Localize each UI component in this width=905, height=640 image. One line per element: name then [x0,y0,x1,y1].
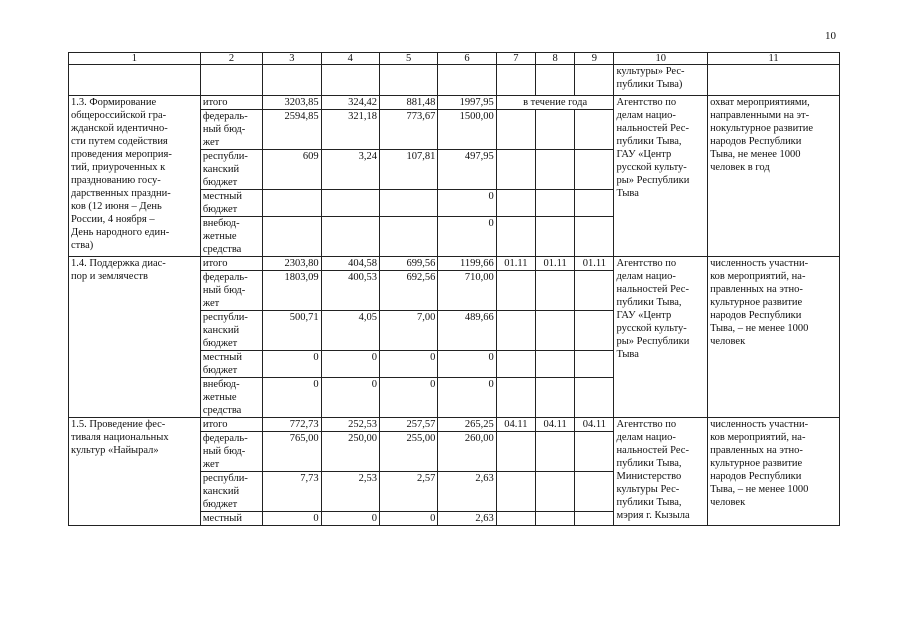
activity-name-cell: 1.3. Формирование общероссийской гра- жданской идентично- сти путем содействия проведения мероприя- тий, приуроченных к празднованию госу- дарственных праздни- ков (12 июня – День России, 4 ноября – День народного един- ства) [69,96,201,257]
date-cell [575,351,614,378]
column-number: 11 [708,53,840,65]
continuation-cell [263,65,321,96]
amount-cell: 3203,85 [263,96,321,110]
date-cell [496,512,535,526]
amount-cell: 1199,66 [438,257,496,271]
amount-cell: 0 [321,378,379,418]
date-cell: 01.11 [496,257,535,271]
amount-cell: 0 [379,512,437,526]
amount-cell: 7,00 [379,311,437,351]
funding-source-cell: местный бюджет [200,190,262,217]
page-number: 10 [825,30,836,42]
amount-cell: 0 [438,378,496,418]
funding-source-cell: республи- канский бюджет [200,311,262,351]
date-cell [535,217,574,257]
continuation-row [69,65,840,96]
amount-cell: 692,56 [379,271,437,311]
amount-cell: 400,53 [321,271,379,311]
continuation-cell [535,65,574,96]
table-row [69,257,840,271]
continuation-cell [379,65,437,96]
date-cell [496,351,535,378]
amount-cell: 765,00 [263,432,321,472]
date-cell [575,217,614,257]
date-cell [535,150,574,190]
date-cell [575,512,614,526]
continuation-cell [69,65,201,96]
funding-source-cell: местный [200,512,262,526]
funding-source-cell: местный бюджет [200,351,262,378]
funding-source-cell: итого [200,96,262,110]
date-cell [535,351,574,378]
amount-cell: 3,24 [321,150,379,190]
amount-cell: 324,42 [321,96,379,110]
term-cell: в течение года [496,96,614,110]
amount-cell: 0 [379,351,437,378]
funding-source-cell: итого [200,257,262,271]
column-number: 8 [535,53,574,65]
responsible-agency-cell: Агентство по делам нацио- нальностей Рес- публики Тыва, ГАУ «Центр русской культу- ры» Республики Тыва [614,96,708,257]
date-cell [496,110,535,150]
amount-cell: 0 [438,351,496,378]
column-number: 9 [575,53,614,65]
amount-cell: 0 [263,378,321,418]
amount-cell: 0 [321,512,379,526]
date-cell [535,110,574,150]
date-cell [496,472,535,512]
date-cell [575,190,614,217]
column-number: 2 [200,53,262,65]
continuation-agency-cell: культуры» Рес- публики Тыва) [614,65,708,96]
amount-cell: 2303,80 [263,257,321,271]
amount-cell: 0 [379,378,437,418]
column-number: 10 [614,53,708,65]
amount-cell: 2,63 [438,472,496,512]
amount-cell: 255,00 [379,432,437,472]
date-cell [575,110,614,150]
column-number-row [69,53,840,65]
date-cell [535,512,574,526]
date-cell [535,311,574,351]
amount-cell: 252,53 [321,418,379,432]
date-cell [496,150,535,190]
amount-cell: 0 [263,512,321,526]
indicator-cell: численность участни- ков мероприятий, на- правленных на этно- культурное развитие народов Республики Тыва, – не менее 1000 человек [708,418,840,526]
date-cell: 04.11 [575,418,614,432]
date-cell [575,378,614,418]
amount-cell: 0 [438,190,496,217]
column-number: 5 [379,53,437,65]
activity-name-cell: 1.5. Проведение фес- тиваля национальных культур «Найырал» [69,418,201,526]
column-number: 4 [321,53,379,65]
amount-cell: 2,57 [379,472,437,512]
amount-cell: 0 [263,351,321,378]
continuation-cell [708,65,840,96]
amount-cell: 489,66 [438,311,496,351]
amount-cell: 1500,00 [438,110,496,150]
funding-source-cell: внебюд- жетные средства [200,378,262,418]
responsible-agency-cell: Агентство по делам нацио- нальностей Рес- публики Тыва, Министерство культуры Рес- публики Тыва, мэрия г. Кызыла [614,418,708,526]
continuation-cell [321,65,379,96]
date-cell [575,271,614,311]
amount-cell: 609 [263,150,321,190]
funding-source-cell: республи- канский бюджет [200,472,262,512]
funding-source-cell: федераль- ный бюд- жет [200,110,262,150]
activity-name-cell: 1.4. Поддержка диас- пор и землячеств [69,257,201,418]
amount-cell: 2594,85 [263,110,321,150]
amount-cell: 497,95 [438,150,496,190]
amount-cell: 881,48 [379,96,437,110]
date-cell [535,432,574,472]
date-cell [496,271,535,311]
amount-cell [379,217,437,257]
amount-cell [379,190,437,217]
amount-cell: 257,57 [379,418,437,432]
date-cell: 04.11 [535,418,574,432]
date-cell [535,190,574,217]
date-cell: 01.11 [535,257,574,271]
amount-cell [263,217,321,257]
column-number: 7 [496,53,535,65]
amount-cell: 772,73 [263,418,321,432]
program-table [68,52,840,526]
amount-cell [321,190,379,217]
date-cell [535,378,574,418]
amount-cell [321,217,379,257]
date-cell [496,217,535,257]
amount-cell: 0 [438,217,496,257]
column-number: 6 [438,53,496,65]
date-cell [535,472,574,512]
amount-cell: 0 [321,351,379,378]
amount-cell: 500,71 [263,311,321,351]
column-number: 3 [263,53,321,65]
amount-cell: 2,63 [438,512,496,526]
date-cell [575,311,614,351]
amount-cell: 1997,95 [438,96,496,110]
funding-source-cell: федераль- ный бюд- жет [200,271,262,311]
column-number: 1 [69,53,201,65]
date-cell [575,150,614,190]
amount-cell: 710,00 [438,271,496,311]
funding-source-cell: республи- канский бюджет [200,150,262,190]
date-cell [496,190,535,217]
indicator-cell: численность участни- ков мероприятий, на- правленных на этно- культурное развитие народов Республики Тыва, – не менее 1000 человек [708,257,840,418]
date-cell: 01.11 [575,257,614,271]
indicator-cell: охват мероприятиями, направленными на эт- нокультурное развитие народов Республики Тыва, не менее 1000 человек в год [708,96,840,257]
amount-cell: 250,00 [321,432,379,472]
amount-cell: 260,00 [438,432,496,472]
amount-cell [263,190,321,217]
amount-cell: 321,18 [321,110,379,150]
amount-cell: 699,56 [379,257,437,271]
date-cell [535,271,574,311]
funding-source-cell: федераль- ный бюд- жет [200,432,262,472]
date-cell [575,432,614,472]
date-cell [496,311,535,351]
amount-cell: 7,73 [263,472,321,512]
date-cell: 04.11 [496,418,535,432]
amount-cell: 4,05 [321,311,379,351]
amount-cell: 404,58 [321,257,379,271]
date-cell [496,378,535,418]
table-row [69,96,840,110]
continuation-cell [575,65,614,96]
amount-cell: 265,25 [438,418,496,432]
funding-source-cell: внебюд- жетные средства [200,217,262,257]
responsible-agency-cell: Агентство по делам нацио- нальностей Рес- публики Тыва, ГАУ «Центр русской культу- ры» Республики Тыва [614,257,708,418]
table-row [69,418,840,432]
continuation-cell [438,65,496,96]
funding-source-cell: итого [200,418,262,432]
date-cell [575,472,614,512]
amount-cell: 2,53 [321,472,379,512]
continuation-cell [200,65,262,96]
amount-cell: 107,81 [379,150,437,190]
amount-cell: 1803,09 [263,271,321,311]
amount-cell: 773,67 [379,110,437,150]
continuation-cell [496,65,535,96]
date-cell [496,432,535,472]
